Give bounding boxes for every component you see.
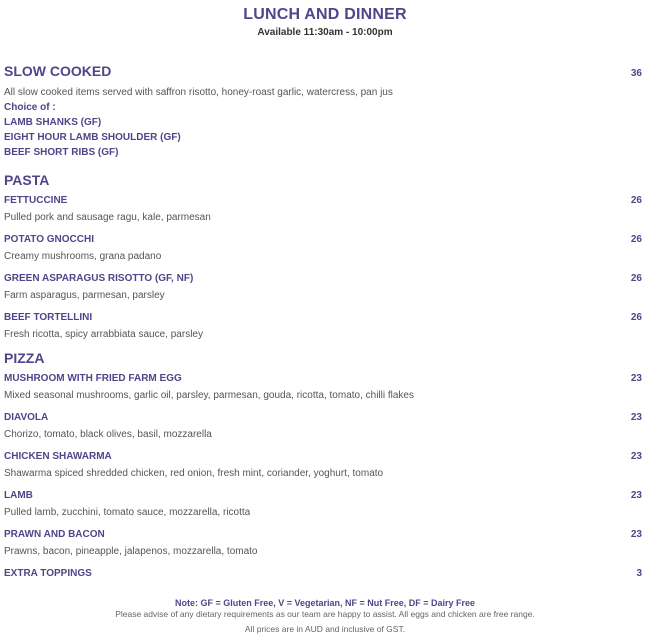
dietary-advice: Please advise of any dietary requirements as our team are happy to assist. All eggs and chicken are free range. <box>115 609 535 619</box>
item-name: LAMB <box>4 490 33 501</box>
availability-hours: Available 11:30am - 10:00pm <box>257 27 393 38</box>
item-description: Mixed seasonal mushrooms, garlic oil, parsley, parmesan, gouda, ricotta, tomato, chilli flakes <box>4 390 414 401</box>
item-price: 23 <box>630 412 642 423</box>
item-name: BEEF TORTELLINI <box>4 312 93 323</box>
section-slow-cooked <box>4 62 642 160</box>
choice-item: EIGHT HOUR LAMB SHOULDER (GF) <box>4 132 181 143</box>
menu-item <box>4 233 642 263</box>
item-price: 26 <box>630 312 642 323</box>
menu-item <box>4 194 642 224</box>
section-price: 36 <box>630 68 642 79</box>
item-description: Pulled pork and sausage ragu, kale, parmesan <box>4 212 211 223</box>
menu-item <box>4 528 642 558</box>
item-name: POTATO GNOCCHI <box>4 234 94 245</box>
item-price: 23 <box>630 451 642 462</box>
menu-item <box>4 372 642 402</box>
item-name: CHICKEN SHAWARMA <box>4 451 112 462</box>
item-description: Prawns, bacon, pineapple, jalapenos, mozzarella, tomato <box>4 546 258 557</box>
item-name: PRAWN AND BACON <box>4 529 105 540</box>
item-description: Chorizo, tomato, black olives, basil, mozzarella <box>4 429 212 440</box>
section-title: PASTA <box>4 172 50 188</box>
menu-item <box>4 450 642 480</box>
item-description: Shawarma spiced shredded chicken, red onion, fresh mint, coriander, yoghurt, tomato <box>4 468 384 479</box>
item-price: 23 <box>630 490 642 501</box>
item-description: Creamy mushrooms, grana padano <box>4 251 162 262</box>
section-title: SLOW COOKED <box>4 63 112 79</box>
choice-item: LAMB SHANKS (GF) <box>4 117 102 128</box>
item-price: 23 <box>630 373 642 384</box>
choice-label: Choice of : <box>4 102 56 113</box>
item-description: Fresh ricotta, spicy arrabbiata sauce, parsley <box>4 329 203 340</box>
menu-item-extra-toppings <box>4 567 642 581</box>
section-description: All slow cooked items served with saffron risotto, honey-roast garlic, watercress, pan jus <box>4 87 393 98</box>
menu-item <box>4 411 642 441</box>
item-price: 3 <box>636 568 642 579</box>
item-name: FETTUCCINE <box>4 195 68 206</box>
choice-item: BEEF SHORT RIBS (GF) <box>4 147 119 158</box>
item-name: GREEN ASPARAGUS RISOTTO (GF, NF) <box>4 273 194 284</box>
menu-header <box>0 5 650 40</box>
section-pasta <box>4 171 642 350</box>
item-description: Farm asparagus, parmesan, parsley <box>4 290 165 301</box>
item-description: Pulled lamb, zucchini, tomato sauce, mozzarella, ricotta <box>4 507 251 518</box>
price-info: All prices are in AUD and inclusive of GST. <box>244 624 406 634</box>
menu-item <box>4 489 642 519</box>
menu-title: LUNCH AND DINNER <box>243 6 407 23</box>
menu-item <box>4 311 642 341</box>
menu-item <box>4 272 642 302</box>
item-name: DIAVOLA <box>4 412 49 423</box>
item-name: EXTRA TOPPINGS <box>4 568 92 579</box>
dietary-note: Note: GF = Gluten Free, V = Vegetarian, NF = Nut Free, DF = Dairy Free <box>174 598 476 608</box>
item-price: 26 <box>630 234 642 245</box>
menu-footer <box>0 598 650 635</box>
item-price: 26 <box>630 195 642 206</box>
item-price: 26 <box>630 273 642 284</box>
section-pizza <box>4 349 642 590</box>
section-title: PIZZA <box>4 350 45 366</box>
item-price: 23 <box>630 529 642 540</box>
item-name: MUSHROOM WITH FRIED FARM EGG <box>4 373 182 384</box>
